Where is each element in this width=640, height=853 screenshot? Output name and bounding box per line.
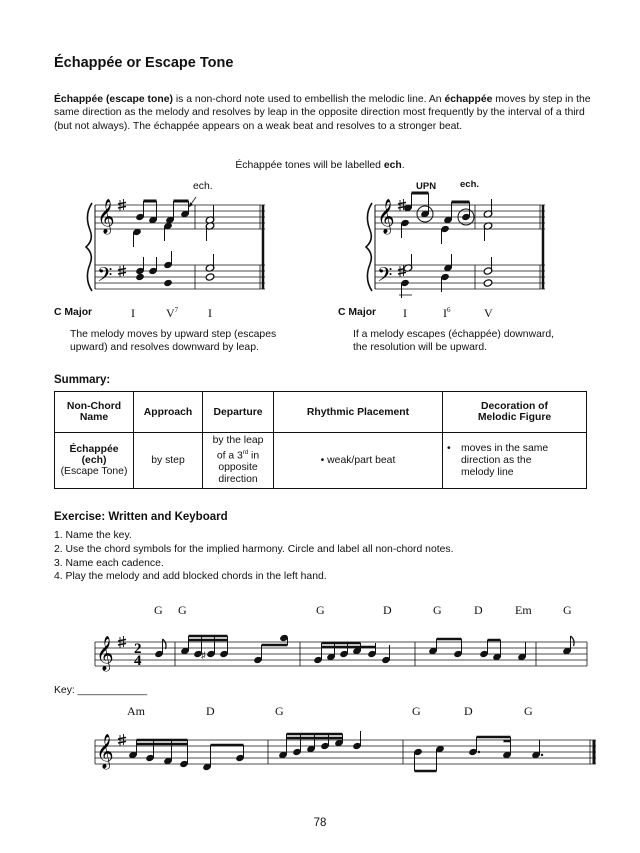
cell-departure: by the leap of a 3rd in opposite direction: [203, 433, 274, 489]
list-item: 2. Use the chord symbols for the implied harmony. Circle and label all non-chord notes.: [54, 543, 454, 555]
bass-clef-icon: 𝄢: [377, 263, 393, 291]
bass-clef-icon: 𝄢: [97, 263, 113, 291]
chord-symbol: G: [178, 603, 187, 617]
example1-roman-1: I: [131, 306, 135, 320]
header-decoration: Decoration of Melodic Figure: [443, 392, 587, 433]
chord-symbol: D: [206, 704, 215, 718]
caption-text: Échappée tones will be labelled: [235, 160, 384, 171]
example2-roman-3: V: [484, 306, 493, 320]
chord-symbol: G: [433, 603, 442, 617]
header-departure: Departure: [203, 392, 274, 433]
key-answer-field: Key: ____________: [54, 685, 148, 696]
summary-table: [54, 391, 587, 489]
chord-symbol: Em: [515, 603, 532, 617]
example2-description: If a melody escapes (échappée) downward, the resolution will be upward.: [353, 329, 554, 353]
example2-upn-label: UPN: [416, 181, 437, 192]
example1-key: C Major: [54, 307, 93, 318]
page-number: 78: [313, 817, 327, 829]
treble-clef-icon: 𝄞: [97, 199, 115, 234]
chord-symbol: Am: [127, 704, 145, 718]
chord-symbol: D: [464, 704, 473, 718]
cell-name: Échappée (ech) (Escape Tone): [55, 433, 134, 489]
cell-approach: by step: [134, 433, 203, 489]
chord-symbol: G: [316, 603, 325, 617]
cell-rhythm: • weak/part beat: [274, 433, 443, 489]
example2-ech-label: ech.: [460, 179, 480, 190]
time-sig-bottom: 4: [134, 653, 142, 669]
example1-grand-staff: [86, 197, 265, 291]
treble-clef-icon: 𝄞: [96, 636, 114, 671]
cell-decoration: • moves in the same direction as the melody line: [443, 433, 587, 489]
table-row: [55, 433, 587, 489]
exercise-list: [54, 529, 453, 584]
list-item: 3. Name each cadence.: [54, 557, 164, 569]
exercise-staff-2: [95, 731, 596, 771]
time-sig-top: 2: [134, 641, 142, 657]
example2-roman-1: I: [403, 306, 407, 320]
svg-text:♯: ♯: [201, 650, 206, 660]
caption-term: ech: [383, 160, 402, 171]
brace-icon: [86, 203, 92, 291]
chord-symbol: G: [154, 603, 163, 617]
intro-term-2: échappée: [444, 94, 493, 105]
summary-heading: Summary:: [54, 374, 111, 386]
list-item: 1. Name the key.: [54, 530, 132, 541]
example1-description: The melody moves by upward step (escapes upward) and resolves downward by leap.: [70, 329, 277, 353]
example1-ech-label: ech.: [193, 181, 213, 192]
treble-clef-icon: 𝄞: [377, 199, 395, 234]
chord-symbol: G: [275, 704, 284, 718]
treble-clef-icon: 𝄞: [96, 734, 114, 769]
caption-end: .: [401, 160, 405, 171]
example1-roman-3: I: [208, 306, 212, 320]
intro-text-1: is a non-chord note used to embellish the melodic line. An: [172, 94, 445, 105]
chord-symbol: D: [383, 603, 392, 617]
example2-roman-2: $I^6$: [443, 306, 451, 320]
example2-key: C Major: [338, 307, 377, 318]
header-rhythm: Rhythmic Placement: [274, 392, 443, 433]
header-approach: Approach: [134, 392, 203, 433]
header-name: Non-Chord Name: [55, 392, 134, 433]
table-header-row: [55, 392, 587, 433]
exercise-heading: Exercise: Written and Keyboard: [54, 511, 228, 523]
list-item: 4. Play the melody and add blocked chords in the left hand.: [54, 571, 327, 583]
intro-term: Échappée (escape tone): [54, 94, 173, 105]
intro-text-2: moves by step in the same direction as the melody and resolves by leap in the opposite direction most frequently by the interval of a third (but not always). The échappée appears on a weak beat and resolves to a stronger beat.: [54, 94, 591, 132]
chord-symbol: G: [412, 704, 421, 718]
page-title: Échappée or Escape Tone: [54, 55, 234, 71]
exercise-staff-1: [95, 634, 587, 672]
chord-symbol: D: [474, 603, 483, 617]
chord-symbol: G: [563, 603, 572, 617]
brace-icon: [366, 203, 372, 291]
chord-symbol: G: [524, 704, 533, 718]
example2-grand-staff: [366, 193, 545, 298]
example1-roman-2: $V^7$: [166, 306, 179, 320]
